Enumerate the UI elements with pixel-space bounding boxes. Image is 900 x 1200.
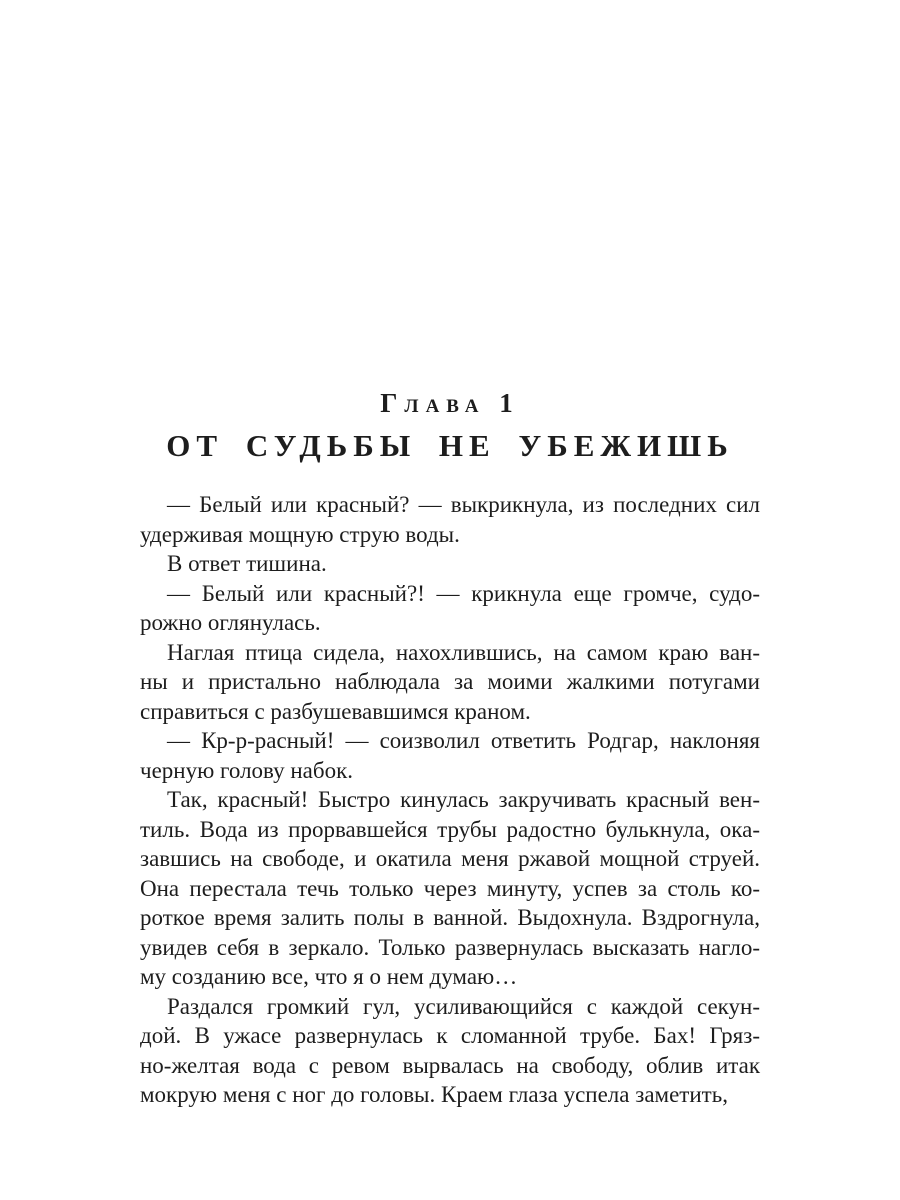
text-line: — Белый или красный? — выкрикнула, из последних сил xyxy=(167,492,760,517)
text-line: дой. В ужасе развернулась к сломанной трубе. Бах! Гряз- xyxy=(140,1023,760,1048)
text-line: но-желтая вода с ревом вырвалась на свободу, облив итак xyxy=(140,1052,760,1078)
text-line: черную голову набок. xyxy=(140,757,354,783)
text-line: му созданию все, что я о нем думаю… xyxy=(140,964,518,989)
text-line: тиль. Вода из прорвавшейся трубы радостно булькнула, ока- xyxy=(140,816,760,842)
text-line: удерживая мощную струю воды. xyxy=(140,521,460,547)
paragraph xyxy=(140,579,760,638)
text-line: ны и пристально наблюдала за моими жалкими потугами xyxy=(140,669,760,694)
page-content xyxy=(140,0,760,1110)
text-line: увидев себя в зеркало. Только развернулась высказать нагло- xyxy=(140,934,760,960)
text-line: — Кр-р-расный! — соизволил ответить Родгар, наклоняя xyxy=(167,728,760,753)
text-line: роткое время залить полы в ванной. Выдохнула. Вздрогнула, xyxy=(140,905,760,930)
chapter-title: ОТ СУДЬБЫ НЕ УБЕЖИШЬ xyxy=(166,428,734,463)
text-line: Раздался громкий гул, усиливающийся с каждой секун- xyxy=(167,993,760,1019)
chapter-body xyxy=(140,490,760,1110)
paragraph xyxy=(140,549,760,579)
text-line: Наглая птица сидела, нахохлившись, на самом краю ван- xyxy=(167,639,760,665)
text-line: Она перестала течь только через минуту, успев за столь ко- xyxy=(140,875,760,901)
chapter-label: Глава 1 xyxy=(380,388,520,418)
paragraph xyxy=(140,785,760,992)
paragraph xyxy=(140,490,760,549)
text-line: справиться с разбушевавшимся краном. xyxy=(140,698,531,724)
text-line: завшись на свободе, и окатила меня ржавой мощной струей. xyxy=(140,846,760,871)
paragraph xyxy=(140,726,760,785)
text-line: — Белый или красный?! — крикнула еще громче, судо- xyxy=(167,580,760,606)
text-line: рожно оглянулась. xyxy=(140,610,321,635)
paragraph xyxy=(140,638,760,727)
text-line: мокрую меня с ног до головы. Краем глаза успела заметить, xyxy=(140,1082,728,1107)
paragraph xyxy=(140,992,760,1110)
text-line: В ответ тишина. xyxy=(167,551,327,576)
text-line: Так, красный! Быстро кинулась закручивать красный вен- xyxy=(167,787,760,812)
